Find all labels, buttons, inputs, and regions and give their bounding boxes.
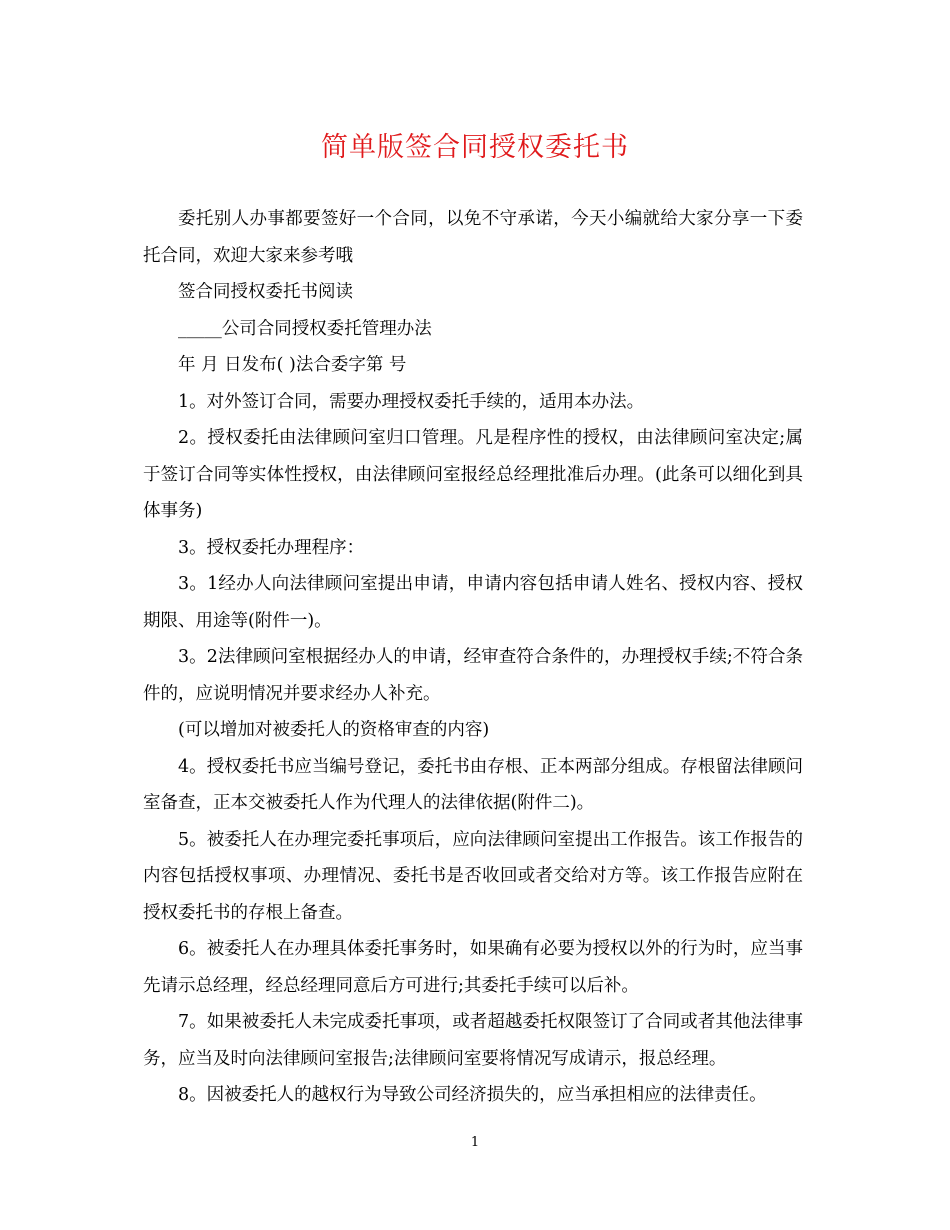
page-number: 1	[470, 1135, 480, 1150]
document-title: 简单版签合同授权委托书	[321, 132, 629, 163]
paragraph: 1。对外签订合同，需要办理授权委托手续的，适用本办法。	[178, 391, 645, 412]
paragraph: 3。2法律顾问室根据经办人的申请，经审查符合条件的，办理授权手续;不符合条件的，应说明情况并要求经办人补充。	[143, 647, 803, 704]
paragraph: 3。授权委托办理程序：	[178, 537, 365, 558]
paragraph: 2。授权委托由法律顾问室归口管理。凡是程序性的授权，由法律顾问室决定;属于签订合同等实体性授权，由法律顾问室报经总经理批准后办理。(此条可以细化到具体事务)	[143, 428, 803, 521]
paragraph: 签合同授权委托书阅读	[178, 282, 353, 302]
document-body	[143, 201, 803, 1114]
paragraph: 3。1经办人向法律顾问室提出申请，申请内容包括申请人姓名、授权内容、授权期限、用途等(附件一)。	[143, 574, 803, 631]
paragraph: 6。被委托人在办理具体委托事务时，如果确有必要为授权以外的行为时，应当事先请示总经理，经总经理同意后方可进行;其委托手续可以后补。	[143, 939, 803, 996]
paragraph: 5。被委托人在办理完委托事项后，应向法律顾问室提出工作报告。该工作报告的内容包括授权事项、办理情况、委托书是否收回或者交给对方等。该工作报告应附在授权委托书的存根上备查。	[143, 829, 803, 923]
paragraph: 委托别人办事都要签好一个合同，以免不守承诺，今天小编就给大家分享一下委托合同，欢迎大家来参考哦	[143, 209, 803, 266]
paragraph: 4。授权委托书应当编号登记，委托书由存根、正本两部分组成。存根留法律顾问室备查，正本交被委托人作为代理人的法律依据(附件二)。	[143, 756, 803, 813]
paragraph: _____公司合同授权委托管理办法	[178, 318, 432, 339]
paragraph: 7。如果被委托人未完成委托事项，或者超越委托权限签订了合同或者其他法律事务，应当及时向法律顾问室报告;法律顾问室要将情况写成请示，报总经理。	[143, 1012, 803, 1069]
paragraph: 8。因被委托人的越权行为导致公司经济损失的，应当承担相应的法律责任。	[178, 1085, 767, 1105]
paragraph: (可以增加对被委托人的资格审查的内容)	[178, 720, 490, 740]
paragraph: 年 月 日发布( )法合委字第 号	[178, 355, 407, 375]
